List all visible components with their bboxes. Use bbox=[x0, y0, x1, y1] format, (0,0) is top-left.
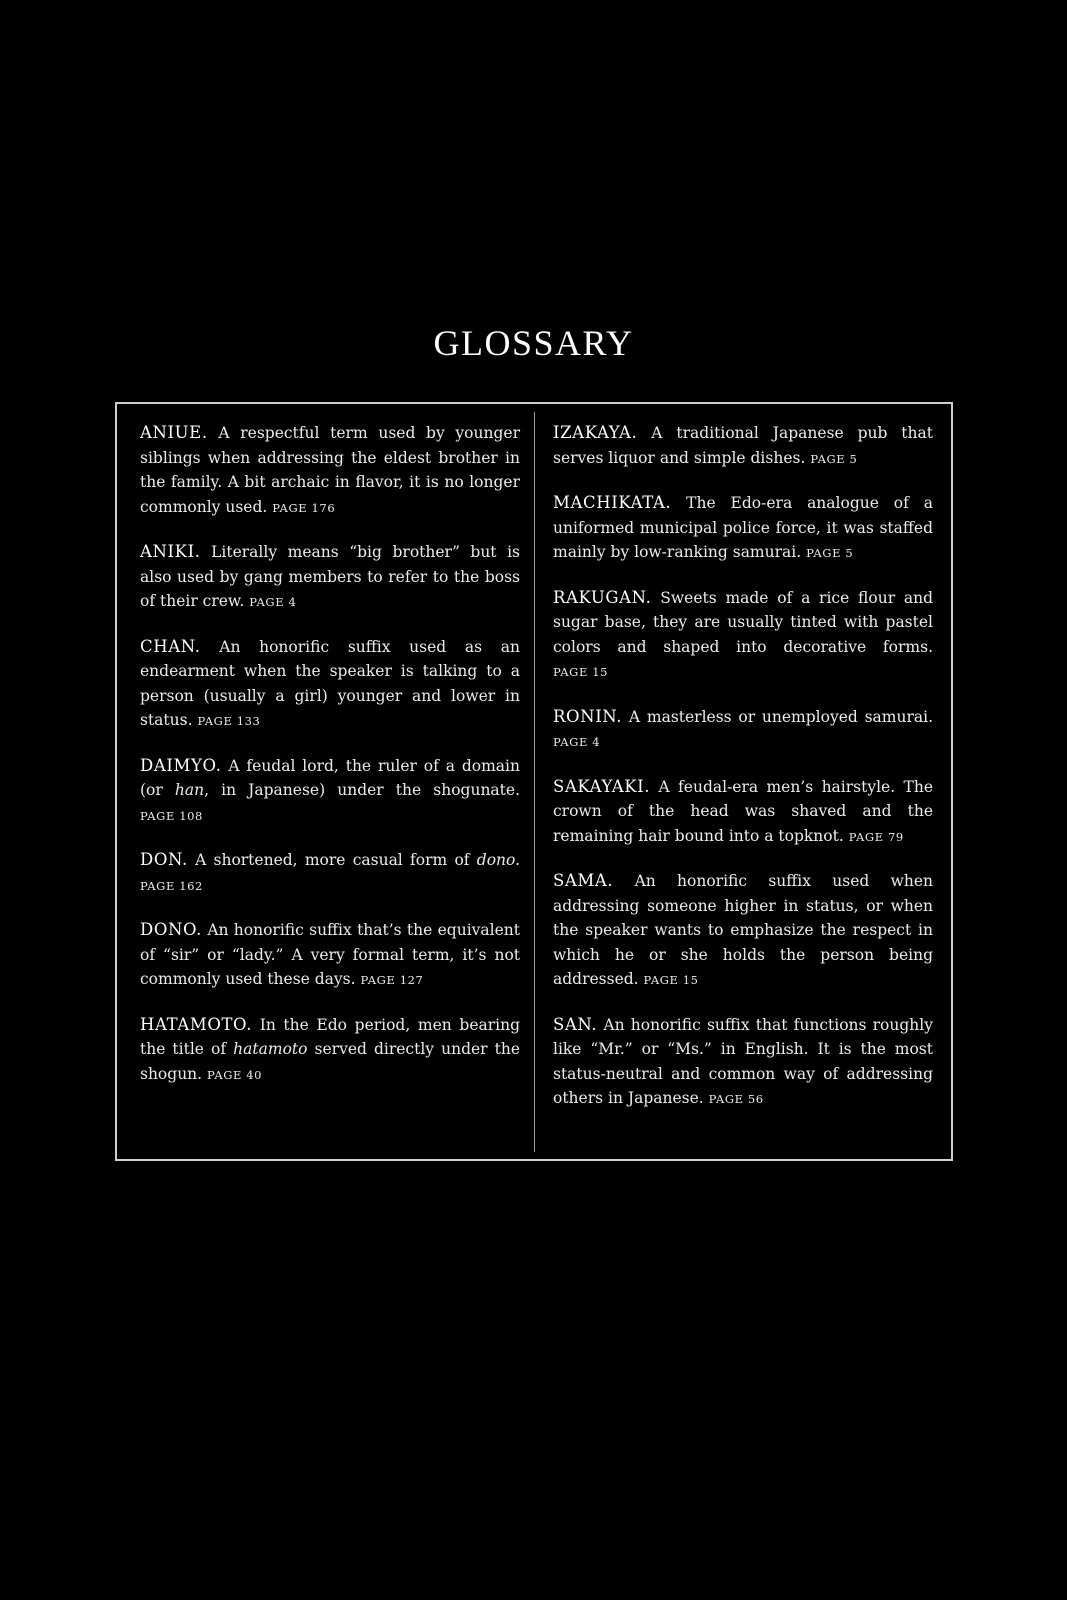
term: CHAN. bbox=[140, 636, 201, 656]
glossary-entry-ronin bbox=[553, 705, 933, 755]
definition: An honorific suffix that functions roughly like “Mr.” or “Ms.” in English. It is the most status-neutral and common way of addressing others in Japanese. bbox=[553, 1015, 933, 1107]
definition: A traditional Japanese pub that serves liquor and simple dishes. bbox=[553, 424, 933, 467]
definition: A feudal-era men’s hairstyle. The crown of the head was shaved and the remaining hair bound into a topknot. bbox=[553, 777, 933, 845]
glossary-column-right bbox=[553, 421, 933, 1132]
glossary-entry-don bbox=[140, 848, 520, 898]
definition: Sweets made of a rice flour and sugar base, they are usually tinted with pastel colors and shaped into decorative forms. bbox=[553, 588, 933, 656]
glossary-entry-dono bbox=[140, 918, 520, 993]
glossary-entry-aniki bbox=[140, 540, 520, 615]
column-divider bbox=[534, 412, 535, 1152]
glossary-entry-hatamoto bbox=[140, 1013, 520, 1088]
term: ANIKI. bbox=[140, 542, 201, 561]
glossary-entry-daimyo bbox=[140, 754, 520, 829]
page-ref: PAGE 108 bbox=[140, 808, 203, 823]
term: RAKUGAN. bbox=[553, 587, 652, 607]
glossary-entry-machikata bbox=[553, 491, 933, 566]
definition-continued: , in Japanese) under the shogunate. bbox=[204, 781, 521, 799]
page-ref: PAGE 5 bbox=[810, 451, 858, 466]
page-ref: PAGE 15 bbox=[553, 665, 609, 679]
glossary-entry-rakugan bbox=[553, 586, 933, 685]
page-ref: PAGE 127 bbox=[360, 973, 424, 987]
term: SAMA. bbox=[553, 871, 614, 890]
glossary-entry-sama bbox=[553, 869, 933, 993]
term: DONO. bbox=[140, 920, 202, 939]
page-ref: PAGE 162 bbox=[140, 878, 203, 893]
definition: A shortened, more casual form of bbox=[195, 851, 470, 869]
definition: A respectful term used by younger siblings when addressing the eldest brother in the family. A bit archaic in flavor, it is no longer commonly used. bbox=[140, 424, 520, 516]
page-ref: PAGE 40 bbox=[207, 1067, 263, 1082]
glossary-entry-aniue bbox=[140, 421, 520, 520]
glossary-entry-chan bbox=[140, 635, 520, 734]
glossary-column-left bbox=[140, 421, 520, 1107]
term: DAIMYO. bbox=[140, 755, 222, 775]
page-ref: PAGE 79 bbox=[848, 829, 904, 844]
glossary-entry-sakayaki bbox=[553, 775, 933, 850]
definition-italic: han bbox=[174, 781, 205, 799]
page-title: GLOSSARY bbox=[433, 323, 634, 363]
definition: The Edo-era analogue of a uniformed municipal police force, it was staffed mainly by low-ranking samurai. bbox=[553, 494, 933, 561]
page-ref: PAGE 176 bbox=[272, 500, 336, 515]
term: RONIN. bbox=[553, 706, 623, 726]
definition-italic: dono. bbox=[476, 851, 521, 869]
glossary-entry-san bbox=[553, 1013, 933, 1112]
term: DON. bbox=[140, 850, 188, 869]
term: SAN. bbox=[553, 1014, 598, 1034]
definition: A feudal lord, the ruler of a domain (or bbox=[140, 756, 520, 799]
page-ref: PAGE 4 bbox=[249, 595, 297, 609]
definition: In the Edo period, men bearing the title of bbox=[140, 1015, 521, 1058]
definition: A masterless or unemployed samurai. bbox=[628, 707, 933, 726]
page-ref: PAGE 4 bbox=[553, 735, 601, 749]
page-ref: PAGE 5 bbox=[806, 546, 854, 560]
definition: Literally means “big brother” but is also used by gang members to refer to the boss of their crew. bbox=[140, 543, 520, 610]
page-ref: PAGE 133 bbox=[197, 714, 261, 728]
page-ref: PAGE 56 bbox=[708, 1092, 764, 1106]
definition-continued: served directly under the shogun. bbox=[140, 1040, 521, 1083]
term: ANIUE. bbox=[140, 423, 208, 442]
term: IZAKAYA. bbox=[553, 423, 638, 442]
term: HATAMOTO. bbox=[140, 1014, 253, 1034]
term: SAKAYAKI. bbox=[553, 776, 651, 796]
definition: An honorific suffix used when addressing someone higher in status, or when the speaker wants to emphasize the respect in which he or she holds the person being addressed. bbox=[553, 872, 933, 988]
glossary-entry-izakaya bbox=[553, 421, 933, 471]
definition: An honorific suffix that’s the equivalent of “sir” or “lady.” A very formal term, it’s not commonly used these days. bbox=[140, 921, 520, 988]
term: MACHIKATA. bbox=[553, 493, 672, 512]
definition: An honorific suffix used as an endearment when the speaker is talking to a person (usually a girl) younger and lower in status. bbox=[140, 637, 520, 729]
definition-italic: hatamoto bbox=[233, 1040, 308, 1058]
page-ref: PAGE 15 bbox=[643, 973, 699, 987]
